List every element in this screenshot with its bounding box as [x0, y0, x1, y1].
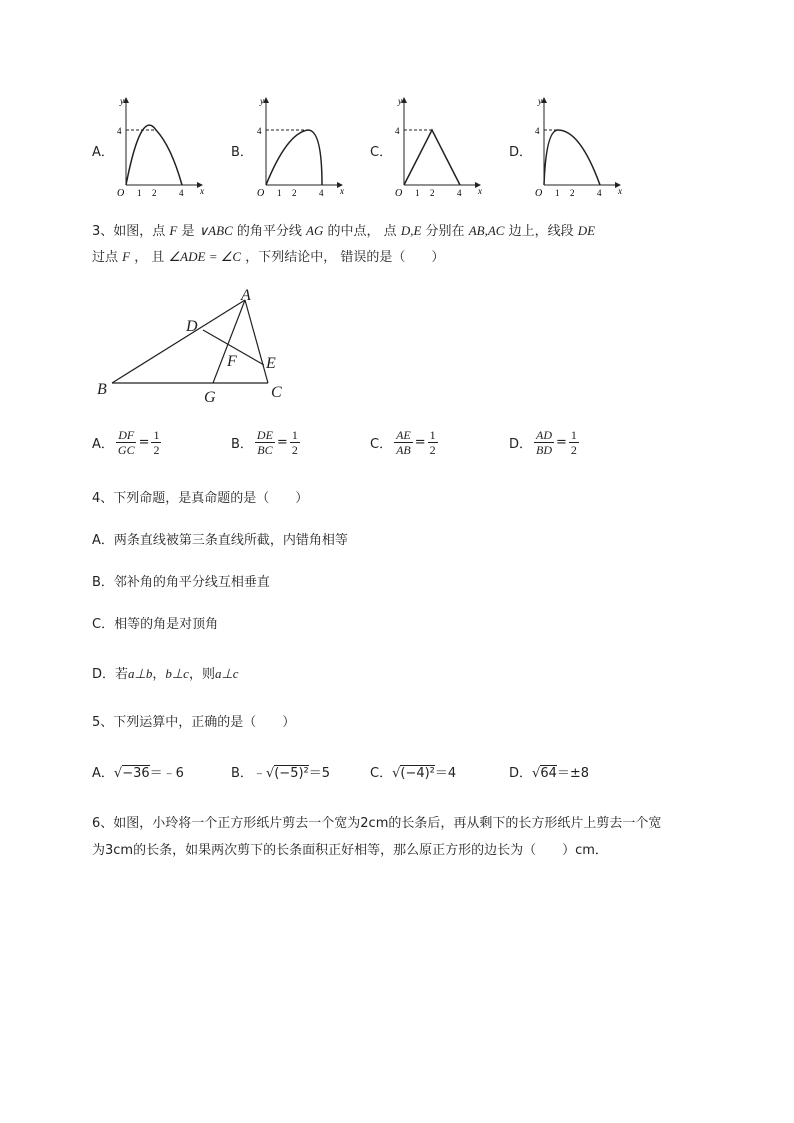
q2-option-c-graph	[390, 88, 490, 200]
svg-text:x: x	[618, 186, 622, 196]
svg-text:4: 4	[117, 126, 122, 136]
vertex-e: E	[266, 355, 276, 372]
svg-text:4: 4	[179, 188, 184, 198]
svg-text:y: y	[398, 96, 402, 106]
svg-text:4: 4	[457, 188, 462, 198]
svg-text:1: 1	[137, 188, 142, 198]
q3-option-d[interactable]: D． $\frac{AD}{BD}$ = $\frac{1}{2}$	[509, 428, 577, 457]
q2-option-a-graph	[112, 88, 212, 200]
q2-options	[0, 88, 794, 203]
svg-text:2: 2	[292, 188, 297, 198]
q4-option-b[interactable]: B．邻补角的角平分线互相垂直	[92, 575, 270, 590]
vertex-c: C	[271, 384, 282, 401]
svg-text:4: 4	[257, 126, 262, 136]
svg-text:x: x	[200, 186, 204, 196]
svg-text:1: 1	[277, 188, 282, 198]
q5-option-b[interactable]: B．﹣√(−5)²＝5	[231, 766, 331, 781]
q2-option-b-label[interactable]: B．	[231, 145, 253, 160]
q5-option-d[interactable]: D．√64＝±8	[509, 766, 590, 781]
svg-text:2: 2	[152, 188, 157, 198]
q4-stem: 4、下列命题，是真命题的是（ ）	[92, 491, 309, 506]
vertex-a: A	[241, 287, 251, 304]
vertex-f: F	[227, 353, 237, 370]
q2-option-b-graph	[252, 88, 352, 200]
q3-option-b[interactable]: B． $\frac{DE}{BC}$ = $\frac{1}{2}$	[231, 428, 298, 457]
svg-text:2: 2	[570, 188, 575, 198]
svg-text:4: 4	[395, 126, 400, 136]
q2-option-d-label[interactable]: D．	[509, 145, 533, 160]
q2-option-c-label[interactable]: C．	[370, 145, 393, 160]
svg-text:1: 1	[555, 188, 560, 198]
svg-text:1: 1	[415, 188, 420, 198]
svg-text:O: O	[395, 188, 403, 199]
svg-text:O: O	[117, 188, 125, 199]
svg-text:O: O	[257, 188, 265, 199]
q2-option-a-label[interactable]: A．	[92, 145, 114, 160]
svg-text:x: x	[340, 186, 344, 196]
q6-stem-line2: 为3cm的长条，如果两次剪下的长条面积正好相等，那么原正方形的边长为（ ）cm．	[92, 843, 608, 858]
svg-text:x: x	[478, 186, 482, 196]
q5-options	[0, 760, 794, 782]
q3-triangle-figure	[90, 285, 300, 410]
q5-option-c[interactable]: C．√(−4)²＝4	[370, 766, 457, 781]
q3-option-c[interactable]: C． $\frac{AE}{AB}$ = $\frac{1}{2}$	[370, 428, 436, 457]
vertex-d: D	[186, 318, 198, 335]
svg-text:4: 4	[597, 188, 602, 198]
q5-option-a[interactable]: A．√−36＝﹣6	[92, 766, 184, 781]
q4-option-c[interactable]: C．相等的角是对顶角	[92, 617, 219, 632]
q3-stem-line2: 过点 F ， 且 ∠ADE = ∠C ，下列结论中， 错误的是（ ）	[92, 249, 445, 265]
q4-option-a[interactable]: A．两条直线被第三条直线所截，内错角相等	[92, 533, 348, 548]
svg-text:4: 4	[319, 188, 324, 198]
svg-text:O: O	[535, 188, 543, 199]
svg-text:y: y	[538, 96, 542, 106]
svg-text:4: 4	[535, 126, 540, 136]
q2-option-d-graph	[530, 88, 630, 200]
q4-option-d[interactable]: D．若a⊥b，b⊥c，则a⊥c	[92, 666, 239, 682]
q3-options	[0, 425, 794, 465]
q6-stem-line1: 6、如图，小玲将一个正方形纸片剪去一个宽为2cm的长条后，再从剩下的长方形纸片上剪去一个宽	[92, 816, 662, 831]
svg-text:2: 2	[430, 188, 435, 198]
vertex-b: B	[97, 381, 107, 398]
svg-text:y: y	[260, 96, 264, 106]
q5-stem: 5、下列运算中，正确的是（ ）	[92, 715, 296, 730]
vertex-g: G	[204, 389, 216, 406]
svg-text:y: y	[120, 96, 124, 106]
q3-stem-line1: 3、如图，点 F 是 ∨ABC 的角平分线 AG 的中点， 点 D,E 分别在 AB,AC 边上，线段 DE	[92, 223, 596, 239]
q3-option-a[interactable]: A． $\frac{DF}{GC}$ = $\frac{1}{2}$	[92, 428, 160, 457]
